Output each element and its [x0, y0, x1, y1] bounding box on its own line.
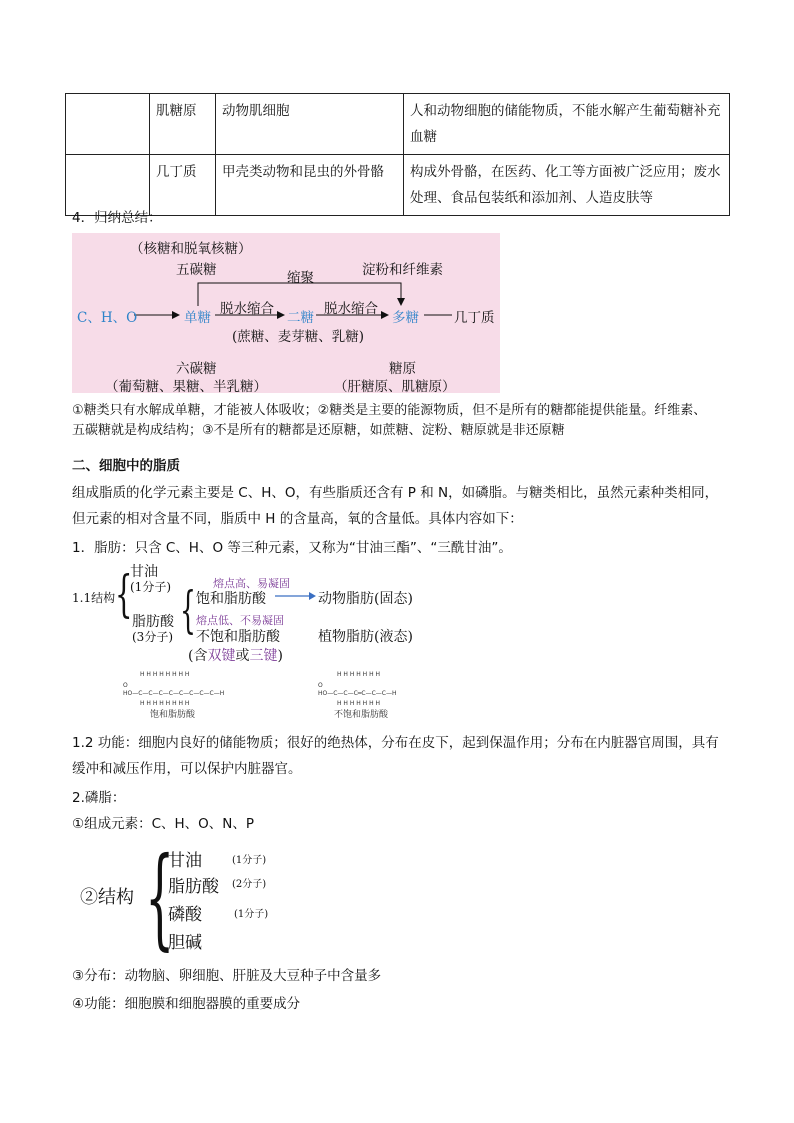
dehydration-label-2: 脱水缩合 — [324, 301, 378, 317]
summary-heading: 4．归纳总结： — [72, 210, 162, 226]
phospholipid-elements: ①组成元素：C、H、O、N、P — [72, 816, 255, 832]
phospholipid-item: 脂肪酸 — [168, 877, 219, 897]
hexose-label: 六碳糖 — [176, 361, 217, 377]
polymerize-label: 缩聚 — [287, 270, 314, 286]
bond-note — [188, 645, 283, 665]
carbohydrate-table — [65, 93, 730, 216]
unsaturated-caption: 不饱和脂肪酸 — [334, 710, 389, 720]
phospholipid-item: 胆碱 — [168, 933, 202, 953]
phospholipid-item: 磷酸 — [168, 905, 202, 925]
elements-label: C、H、O — [77, 310, 138, 326]
fat-structure-label: 1.1结构 — [72, 591, 116, 605]
brace-icon: { — [115, 565, 133, 623]
carbohydrate-diagram — [72, 233, 500, 393]
triple-bond: 三键 — [249, 648, 278, 664]
glycogen-examples: （肝糖原、肌糖原） — [334, 379, 456, 395]
chitin-label: 几丁质 — [454, 310, 495, 326]
section-title-lipids: 二、细胞中的脂质 — [72, 458, 180, 474]
svg-text:O: O — [318, 682, 323, 689]
hexose-examples: （葡萄糖、果糖、半乳糖） — [105, 379, 267, 395]
dehydration-label-1: 脱水缩合 — [220, 301, 274, 317]
svg-text:H H H H H H H: H H H H H H H — [337, 671, 381, 678]
table-cell-function: 人和动物细胞的储能物质，不能水解产生葡萄糖补充血糖 — [404, 94, 730, 155]
phospholipid-title: 2.磷脂： — [72, 790, 126, 806]
phospholipid-item: 甘油 — [168, 851, 202, 871]
unsaturated-label: 不饱和脂肪酸 — [196, 629, 280, 645]
brace-icon: { — [180, 581, 196, 639]
table-cell-name: 几丁质 — [150, 155, 216, 216]
svg-text:HO—C—C—C—C—C—C—C—C—H: HO—C—C—C—C—C—C—C—C—H — [123, 690, 225, 697]
table-row — [66, 94, 730, 155]
glycerol-count: (1分子) — [130, 580, 171, 594]
svg-text:O: O — [123, 682, 128, 689]
function-line: ④功能：细胞膜和细胞器膜的重要成分 — [72, 996, 301, 1012]
bond-suffix: ) — [277, 648, 283, 664]
svg-text:H H H H H H H: H H H H H H H — [337, 700, 381, 707]
table-cell-name: 肌糖原 — [150, 94, 216, 155]
fatty-acid-count: (3分子) — [132, 630, 173, 644]
disaccharide-label: 二糖 — [287, 310, 314, 326]
unsaturated-note: 熔点低、不易凝固 — [196, 614, 284, 627]
plant-fat-label: 植物脂肪(液态) — [318, 629, 413, 645]
fat-line: 1．脂肪：只含 C、H、O 等三种元素，又称为“甘油三酯”、“三酰甘油”。 — [72, 540, 512, 556]
saturated-note: 熔点高、易凝固 — [213, 577, 290, 590]
glycerol-label: 甘油 — [130, 564, 158, 580]
fatty-acid-label: 脂肪酸 — [132, 614, 174, 630]
monosaccharide-label: 单糖 — [184, 310, 211, 326]
distribution-line: ③分布：动物脑、卵细胞、肝脏及大豆种子中含量多 — [72, 968, 382, 984]
starch-cellulose-label: 淀粉和纤维素 — [362, 262, 443, 278]
arrow-icon — [275, 590, 317, 602]
brace-icon: { — [145, 833, 175, 961]
saturated-caption: 饱和脂肪酸 — [150, 710, 196, 720]
polysaccharide-label: 多糖 — [392, 310, 419, 326]
bond-prefix: (含 — [188, 648, 208, 664]
table-cell-empty — [66, 94, 150, 155]
animal-fat-label: 动物脂肪(固态) — [318, 591, 413, 607]
unsaturated-fatty-acid-structure — [315, 668, 425, 708]
svg-text:H H H H H H H H: H H H H H H H H — [140, 671, 190, 678]
bond-or: 或 — [235, 648, 250, 664]
table-row — [66, 155, 730, 216]
svg-text:H H H H H H H H: H H H H H H H H — [140, 700, 190, 707]
fat-function: 1.2 功能：细胞内良好的储能物质；很好的绝热体，分布在皮下，起到保温作用；分布在内脏器官周围，具有缓冲和减压作用，可以保护内脏器官。 — [72, 735, 719, 777]
disaccharide-examples: (蔗糖、麦芽糖、乳糖) — [232, 329, 365, 345]
double-bond: 双键 — [207, 648, 236, 664]
notes-paragraph: ①糖类只有水解成单糖，才能被人体吸收；②糖类是主要的能源物质，但不是所有的糖都能提供能量。纤维素、五碳糖就是构成结构；③不是所有的糖都是还原糖，如蔗糖、淀粉、糖原就是非还原糖 — [72, 403, 707, 438]
table-cell-source: 甲壳类动物和昆虫的外骨骼 — [216, 155, 404, 216]
saturated-label: 饱和脂肪酸 — [196, 591, 266, 607]
saturated-fatty-acid-structure — [120, 668, 240, 708]
lipid-intro: 组成脂质的化学元素主要是 C、H、O，有些脂质还含有 P 和 N，如磷脂。与糖类相比，虽然元素种类相同，但元素的相对含量不同，脂质中 H 的含量高，氧的含量低。具体内容如下： — [72, 485, 719, 527]
table-cell-source: 动物肌细胞 — [216, 94, 404, 155]
pentose-label: 五碳糖 — [176, 262, 217, 278]
phospholipid-item-count: (2分子) — [232, 879, 267, 890]
table-cell-function: 构成外骨骼，在医药、化工等方面被广泛应用；废水处理、食品包装纸和添加剂、人造皮肤等 — [404, 155, 730, 216]
phospholipid-item-count: (1分子) — [234, 909, 269, 920]
phospholipid-item-count: (1分子) — [232, 855, 267, 866]
phospholipid-structure-label: ②结构 — [80, 887, 134, 908]
pentose-note: （核糖和脱氧核糖） — [130, 241, 252, 257]
glycogen-label: 糖原 — [389, 361, 416, 377]
svg-text:HO—C—C—C═C—C—C—H: HO—C—C—C═C—C—C—H — [318, 690, 397, 697]
